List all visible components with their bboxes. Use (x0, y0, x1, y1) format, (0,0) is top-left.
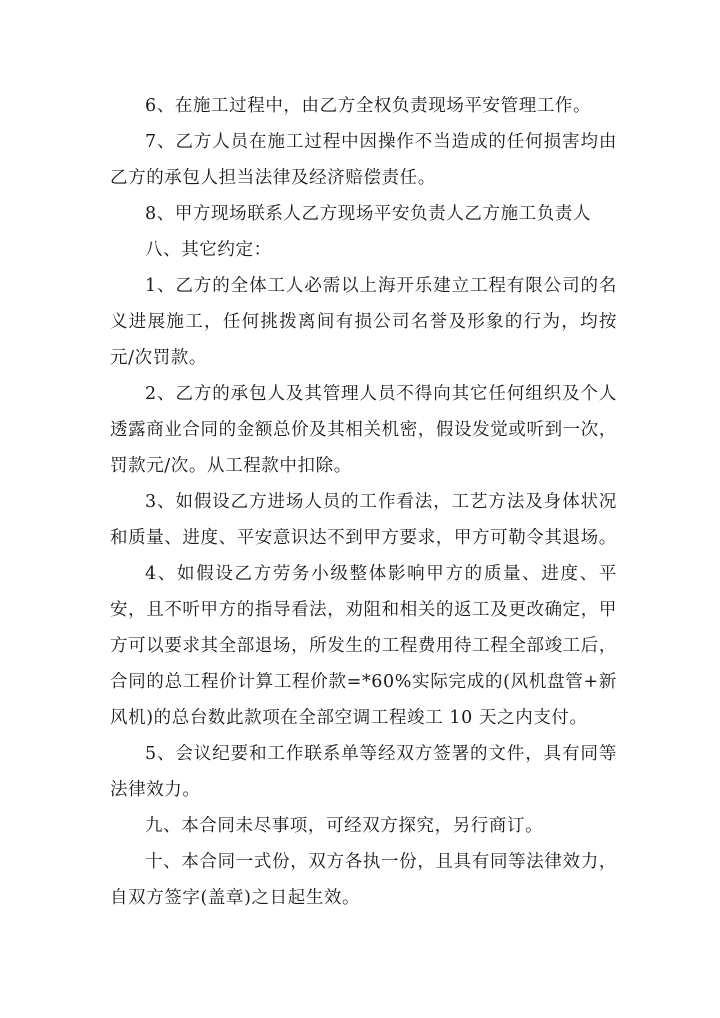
clause-1: 1、乙方的全体工人必需以上海开乐建立工程有限公司的名义进展施工，任何挑拨离间有损公司名誉及形象的行为，均按元/次罚款。 (110, 276, 617, 368)
document-body (110, 88, 617, 916)
clause-5: 5、会议纪要和工作联系单等经双方签署的文件，具有同等法律效力。 (110, 744, 617, 800)
section-10: 十、本合同一式份，双方各执一份，且具有同等法律效力，自双方签字(盖章)之日起生效。 (110, 852, 617, 908)
clause-4: 4、如假设乙方劳务小级整体影响甲方的质量、进度、平安，且不听甲方的指导看法，劝阻和相关的返工及更改确定，甲方可以要求其全部退场，所发生的工程费用待工程全部竣工后，合同的总工程价计算工程价款=*60%实际完成的(风机盘管+新风机)的总台数此款项在全部空调工程竣工 10 天之内支付。 (110, 564, 617, 728)
paragraph-8: 8、甲方现场联系人乙方现场平安负责人乙方施工负责人 (145, 204, 592, 224)
paragraph-7: 7、乙方人员在施工过程中因操作不当造成的任何损害均由乙方的承包人担当法律及经济赔偿责任。 (110, 132, 617, 188)
section-9: 九、本合同未尽事项，可经双方探究，另行商订。 (145, 816, 544, 836)
section-heading-8: 八、其它约定： (145, 240, 272, 260)
clause-3: 3、如假设乙方进场人员的工作看法，工艺方法及身体状况和质量、进度、平安意识达不到甲方要求，甲方可勒令其退场。 (110, 492, 617, 548)
paragraph-6: 6、在施工过程中，由乙方全权负责现场平安管理工作。 (145, 96, 592, 116)
clause-2: 2、乙方的承包人及其管理人员不得向其它任何组织及个人透露商业合同的金额总价及其相关机密，假设发觉或听到一次，罚款元/次。从工程款中扣除。 (110, 384, 617, 476)
